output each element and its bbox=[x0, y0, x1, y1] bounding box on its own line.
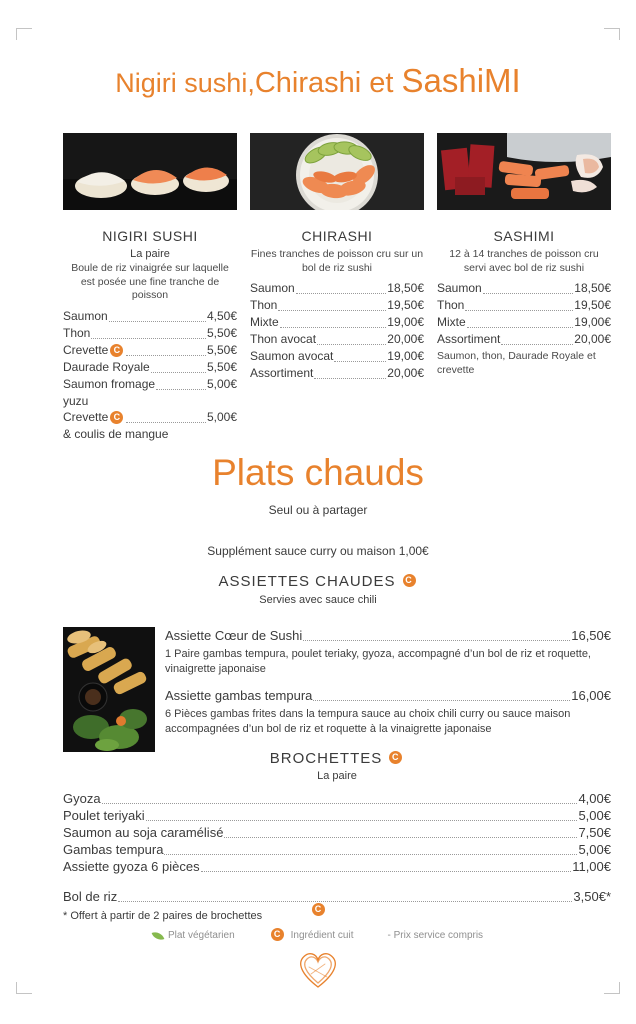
item-price: 5,00€ bbox=[206, 376, 237, 391]
dotted-leader bbox=[501, 344, 573, 345]
page-title-part1: Nigiri sushi, bbox=[115, 68, 255, 98]
menu-item bbox=[165, 627, 611, 644]
item-price: 20,00€ bbox=[387, 332, 424, 347]
menu-item bbox=[63, 858, 611, 875]
item-name: Assiette gambas tempura bbox=[165, 688, 313, 704]
brochettes-subheading: La paire bbox=[317, 770, 357, 782]
item-price: 4,50€ bbox=[206, 308, 237, 323]
dotted-leader bbox=[280, 327, 387, 328]
item-name: Crevette bbox=[63, 409, 109, 424]
dotted-leader bbox=[164, 854, 577, 855]
item-price: 4,00€ bbox=[578, 791, 611, 806]
item-name: Saumon bbox=[437, 281, 482, 296]
menu-item bbox=[437, 280, 611, 297]
menu-item bbox=[250, 348, 424, 365]
page-title bbox=[0, 62, 636, 100]
item-description: 1 Paire gambas tempura, poulet teriaky, gyoza, accompagné d’un bol de riz et roquette, vinaigrette japonaise bbox=[165, 648, 591, 675]
item-price: 19,00€ bbox=[387, 315, 424, 330]
menu-item bbox=[250, 297, 424, 314]
plats-chauds-title: Plats chauds bbox=[212, 452, 424, 493]
section-chirashi bbox=[250, 228, 424, 442]
dotted-leader bbox=[146, 820, 578, 821]
item-price: 19,50€ bbox=[387, 298, 424, 313]
nigiri-photo bbox=[63, 133, 237, 210]
brochettes-section bbox=[63, 750, 611, 922]
menu-item bbox=[250, 331, 424, 348]
cooked-icon: C bbox=[110, 411, 123, 424]
legend-cooked-label: Ingrédient cuit bbox=[290, 930, 354, 941]
item-name-continued: & coulis de mangue bbox=[63, 426, 169, 441]
dotted-leader bbox=[314, 378, 386, 379]
menu-item bbox=[63, 308, 237, 325]
item-name: Assiette gyoza 6 pièces bbox=[63, 859, 200, 874]
page-title-part2: Chirashi et bbox=[254, 67, 402, 99]
dotted-leader bbox=[156, 389, 206, 390]
crop-mark-top-right bbox=[604, 28, 620, 40]
dotted-leader bbox=[151, 372, 206, 373]
chirashi-photo bbox=[250, 133, 424, 210]
item-name: Assortiment bbox=[437, 332, 501, 347]
dotted-leader bbox=[465, 310, 573, 311]
item-name: Saumon au soja caramélisé bbox=[63, 825, 224, 840]
item-price: 5,50€ bbox=[206, 342, 237, 357]
item-name: Daurade Royale bbox=[63, 359, 150, 374]
menu-item bbox=[63, 841, 611, 858]
menu-columns bbox=[63, 228, 611, 442]
cooked-icon: C bbox=[312, 903, 325, 916]
section-sashimi bbox=[437, 228, 611, 442]
item-price: 18,50€ bbox=[574, 281, 611, 296]
item-price: 16,00€ bbox=[571, 688, 611, 704]
menu-item bbox=[63, 409, 237, 426]
item-price: 11,00€ bbox=[572, 859, 611, 874]
menu-item bbox=[63, 359, 237, 376]
assiettes-chaudes-label: ASSIETTES CHAUDES bbox=[218, 573, 396, 590]
cooked-icon: C bbox=[403, 574, 416, 587]
dotted-leader bbox=[303, 640, 570, 641]
item-name: Assiette Cœur de Sushi bbox=[165, 628, 303, 643]
cooked-icon: C bbox=[389, 751, 402, 764]
item-price: 18,50€ bbox=[387, 281, 424, 296]
menu-item bbox=[437, 331, 611, 348]
menu-item bbox=[165, 687, 611, 704]
dotted-leader bbox=[313, 700, 570, 701]
item-name: Mixte bbox=[437, 315, 466, 330]
dotted-leader bbox=[126, 422, 206, 423]
menu-item bbox=[250, 365, 424, 382]
menu-item bbox=[250, 280, 424, 297]
dotted-leader bbox=[201, 871, 572, 872]
dotted-leader bbox=[483, 293, 574, 294]
item-price: 20,00€ bbox=[574, 332, 611, 347]
item-name: Assortiment bbox=[250, 366, 314, 381]
dotted-leader bbox=[118, 901, 572, 902]
legend-service-label: - Prix service compris bbox=[387, 930, 484, 941]
nigiri-subheading: La paire bbox=[130, 248, 170, 260]
item-name: Thon bbox=[437, 298, 465, 313]
plats-chauds-section bbox=[0, 452, 636, 606]
menu-item bbox=[63, 325, 237, 342]
menu-item bbox=[63, 376, 237, 393]
menu-item bbox=[63, 824, 611, 841]
item-name: Thon bbox=[250, 298, 278, 313]
assiettes-section bbox=[63, 627, 611, 752]
assiettes-items bbox=[165, 627, 611, 752]
sashimi-heading: SASHIMI bbox=[493, 228, 555, 244]
dotted-leader bbox=[317, 344, 386, 345]
legend-service bbox=[387, 930, 483, 941]
item-name: Crevette bbox=[63, 342, 109, 357]
item-name: Thon bbox=[63, 325, 91, 340]
assiettes-chaudes-heading bbox=[0, 573, 636, 590]
brochettes-label: BROCHETTES bbox=[269, 750, 383, 767]
item-name: Saumon fromage bbox=[63, 376, 156, 391]
item-price: 5,00€ bbox=[578, 808, 611, 823]
dotted-leader bbox=[224, 837, 577, 838]
dotted-leader bbox=[102, 803, 578, 804]
cooked-icon: C bbox=[110, 344, 123, 357]
brochettes-footnote: * Offert à partir de 2 paires de brochettes bbox=[63, 910, 263, 922]
item-price: 5,50€ bbox=[206, 359, 237, 374]
item-name: Gambas tempura bbox=[63, 842, 164, 857]
sashimi-footnote: Saumon, thon, Daurade Royale et crevette bbox=[437, 350, 596, 376]
item-name: Gyoza bbox=[63, 791, 101, 806]
menu-item bbox=[63, 807, 611, 824]
food-photos-row bbox=[63, 133, 611, 210]
item-price: 19,00€ bbox=[387, 349, 424, 364]
legend-vegetarian-label: Plat végétarien bbox=[167, 930, 235, 941]
cooked-icon: C bbox=[271, 928, 284, 941]
menu-item bbox=[437, 297, 611, 314]
page-title-part3: SashiMI bbox=[401, 62, 521, 99]
item-name: Saumon bbox=[250, 281, 295, 296]
plats-chauds-subtitle: Seul ou à partager bbox=[268, 503, 368, 517]
legend-cooked bbox=[269, 928, 354, 943]
item-description: 6 Pièces gambas frites dans la tempura sauce au choix chili curry ou sauce maison accompagnées d’un bol de riz et roquette à la vinaigrette japonaise bbox=[165, 708, 571, 735]
item-price: 19,00€ bbox=[574, 315, 611, 330]
item-price: 16,50€ bbox=[571, 628, 611, 643]
menu-item bbox=[63, 790, 611, 807]
item-name: Saumon bbox=[63, 308, 108, 323]
nigiri-description: Boule de riz vinaigrée sur laquelle est posée une fine tranche de poisson bbox=[71, 262, 229, 302]
menu-item bbox=[250, 314, 424, 331]
dotted-leader bbox=[296, 293, 387, 294]
item-price: 5,00€ bbox=[206, 409, 237, 424]
chirashi-heading: CHIRASHI bbox=[301, 228, 373, 244]
dotted-leader bbox=[278, 310, 386, 311]
dotted-leader bbox=[91, 338, 206, 339]
item-price: 3,50€* bbox=[573, 889, 611, 904]
menu-item bbox=[437, 314, 611, 331]
menu-item bbox=[63, 342, 237, 359]
dotted-leader bbox=[126, 355, 206, 356]
item-price: 19,50€ bbox=[574, 298, 611, 313]
brochettes-heading bbox=[63, 750, 611, 767]
item-price: 20,00€ bbox=[387, 366, 424, 381]
assiettes-chaudes-subheading: Servies avec sauce chili bbox=[259, 594, 377, 606]
sashimi-description: 12 à 14 tranches de poisson cru servi avec bol de riz sushi bbox=[449, 248, 599, 274]
supplement-note: Supplément sauce curry ou maison 1,00€ bbox=[207, 544, 429, 558]
dotted-leader bbox=[467, 327, 574, 328]
item-name-continued: yuzu bbox=[63, 393, 89, 408]
crop-mark-top-left bbox=[16, 28, 32, 40]
item-name: Thon avocat bbox=[250, 332, 317, 347]
item-price: 5,50€ bbox=[206, 325, 237, 340]
section-nigiri-sushi bbox=[63, 228, 237, 442]
chirashi-description: Fines tranches de poisson cru sur un bol de riz sushi bbox=[250, 248, 424, 274]
legend-vegetarian bbox=[153, 930, 235, 941]
assiette-photo bbox=[63, 627, 155, 752]
dotted-leader bbox=[334, 361, 386, 362]
item-name: Poulet teriyaki bbox=[63, 808, 145, 823]
item-price: 7,50€ bbox=[578, 825, 611, 840]
nigiri-heading: NIGIRI SUSHI bbox=[102, 228, 198, 244]
sashimi-photo bbox=[437, 133, 611, 210]
heart-sketch-icon bbox=[295, 947, 341, 991]
leaf-icon bbox=[152, 929, 165, 942]
item-price: 5,00€ bbox=[578, 842, 611, 857]
footer-legend bbox=[0, 903, 636, 991]
item-name: Bol de riz bbox=[63, 889, 118, 904]
item-name: Mixte bbox=[250, 315, 279, 330]
item-name: Saumon avocat bbox=[250, 349, 334, 364]
dotted-leader bbox=[109, 321, 206, 322]
